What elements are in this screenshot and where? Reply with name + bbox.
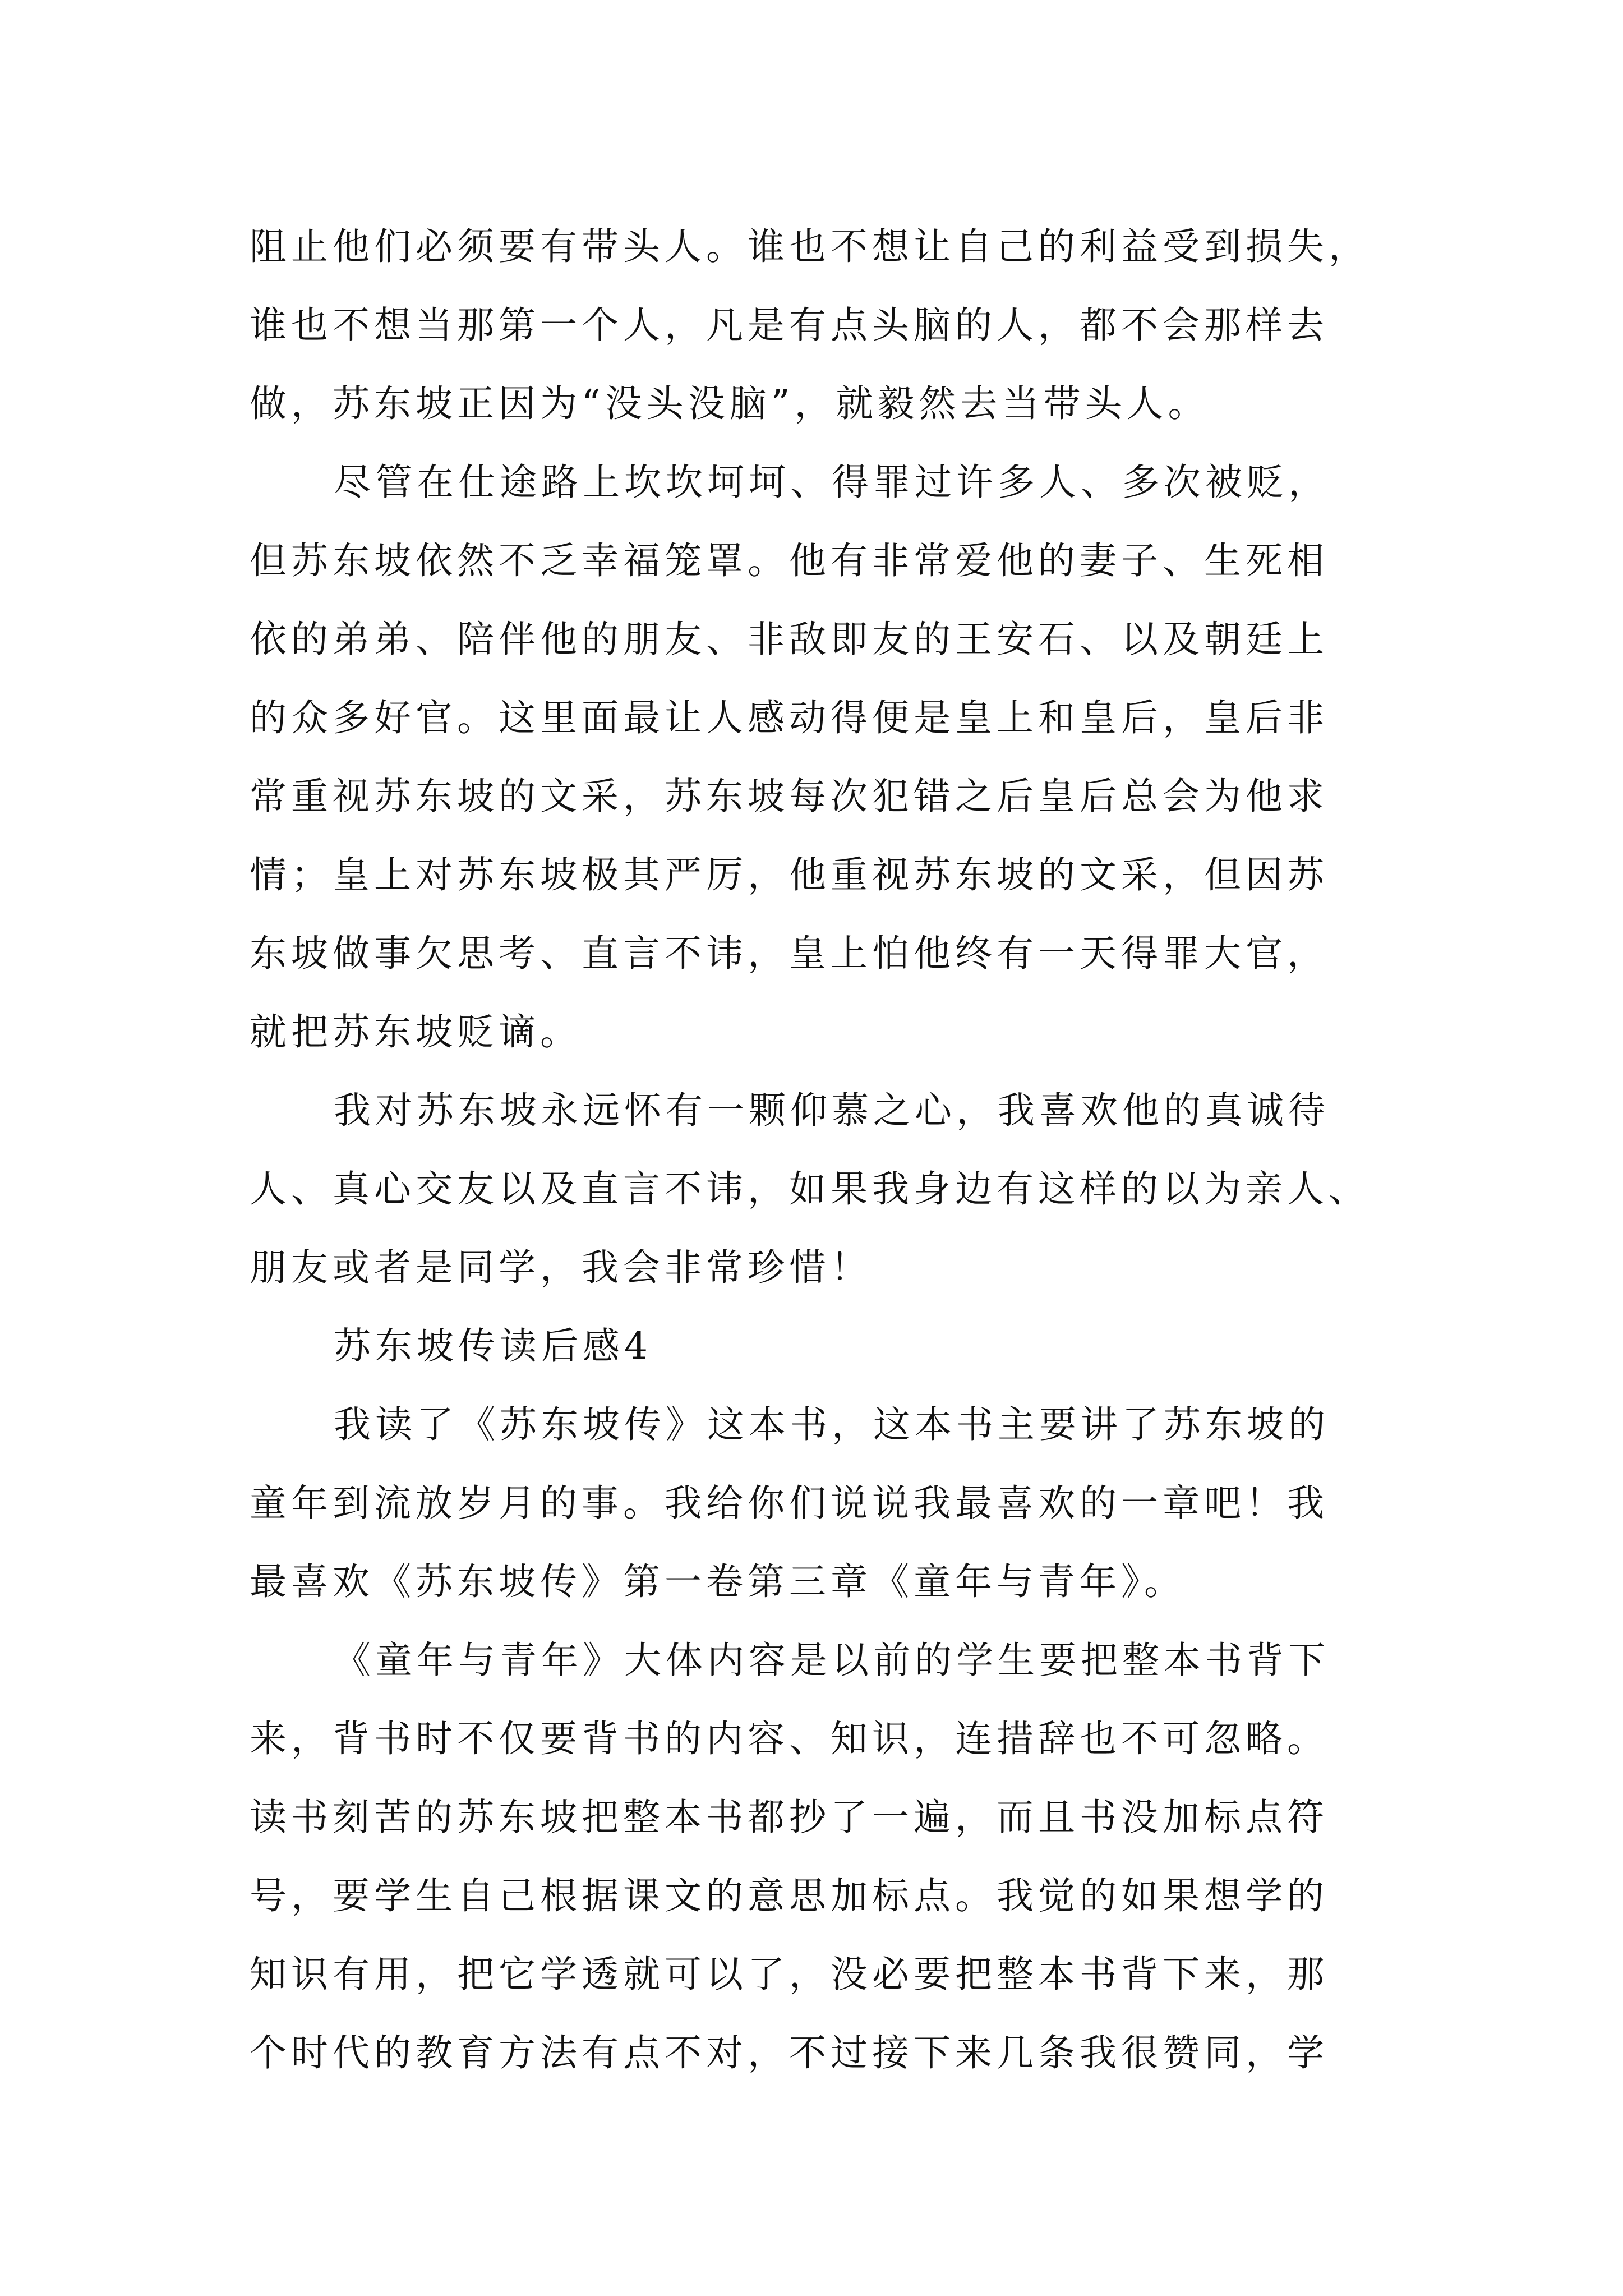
text-line: 个时代的教育方法有点不对，不过接下来几条我很赞同，学 bbox=[250, 2031, 1329, 2074]
text-line: 号，要学生自己根据课文的意思加标点。我觉的如果想学的 bbox=[250, 1874, 1329, 1917]
text-line: 情；皇上对苏东坡极其严厉，他重视苏东坡的文采，但因苏 bbox=[250, 853, 1329, 896]
text-line: 最喜欢《苏东坡传》第一卷第三章《童年与青年》。 bbox=[250, 1560, 1186, 1603]
text-line: 读书刻苦的苏东坡把整本书都抄了一遍，而且书没加标点符 bbox=[250, 1796, 1329, 1839]
section-heading: 苏东坡传读后感4 bbox=[334, 1324, 652, 1368]
paragraph-start-line: 我读了《苏东坡传》这本书，这本书主要讲了苏东坡的 bbox=[334, 1403, 1330, 1446]
text-line: 但苏东坡依然不乏幸福笼罩。他有非常爱他的妻子、生死相 bbox=[250, 539, 1329, 582]
text-line: 做，苏东坡正因为“没头没脑”，就毅然去当带头人。 bbox=[250, 382, 1210, 425]
text-line: 阻止他们必须要有带头人。谁也不想让自己的利益受到损失， bbox=[250, 225, 1370, 268]
paragraph-start-line: 我对苏东坡永远怀有一颗仰慕之心，我喜欢他的真诚待 bbox=[334, 1089, 1330, 1132]
text-line: 谁也不想当那第一个人，凡是有点头脑的人，都不会那样去 bbox=[250, 303, 1329, 347]
text-line: 的众多好官。这里面最让人感动得便是皇上和皇后，皇后非 bbox=[250, 696, 1329, 739]
text-line: 就把苏东坡贬谪。 bbox=[250, 1010, 582, 1053]
text-line: 人、真心交友以及直言不讳，如果我身边有这样的以为亲人、 bbox=[250, 1167, 1370, 1211]
text-line: 朋友或者是同学，我会非常珍惜！ bbox=[250, 1246, 872, 1289]
text-line: 常重视苏东坡的文采，苏东坡每次犯错之后皇后总会为他求 bbox=[250, 775, 1329, 818]
text-line: 知识有用，把它学透就可以了，没必要把整本书背下来，那 bbox=[250, 1953, 1329, 1996]
text-line: 依的弟弟、陪伴他的朋友、非敌即友的王安石、以及朝廷上 bbox=[250, 618, 1329, 661]
paragraph-start-line: 尽管在仕途路上坎坎坷坷、得罪过许多人、多次被贬， bbox=[334, 461, 1330, 504]
text-line: 来，背书时不仅要背书的内容、知识，连措辞也不可忽略。 bbox=[250, 1717, 1329, 1760]
text-line: 童年到流放岁月的事。我给你们说说我最喜欢的一章吧！我 bbox=[250, 1481, 1329, 1525]
paragraph-start-line: 《童年与青年》大体内容是以前的学生要把整本书背下 bbox=[334, 1639, 1330, 1682]
document-body bbox=[250, 208, 1382, 2092]
text-line: 东坡做事欠思考、直言不讳，皇上怕他终有一天得罪大官， bbox=[250, 932, 1329, 975]
